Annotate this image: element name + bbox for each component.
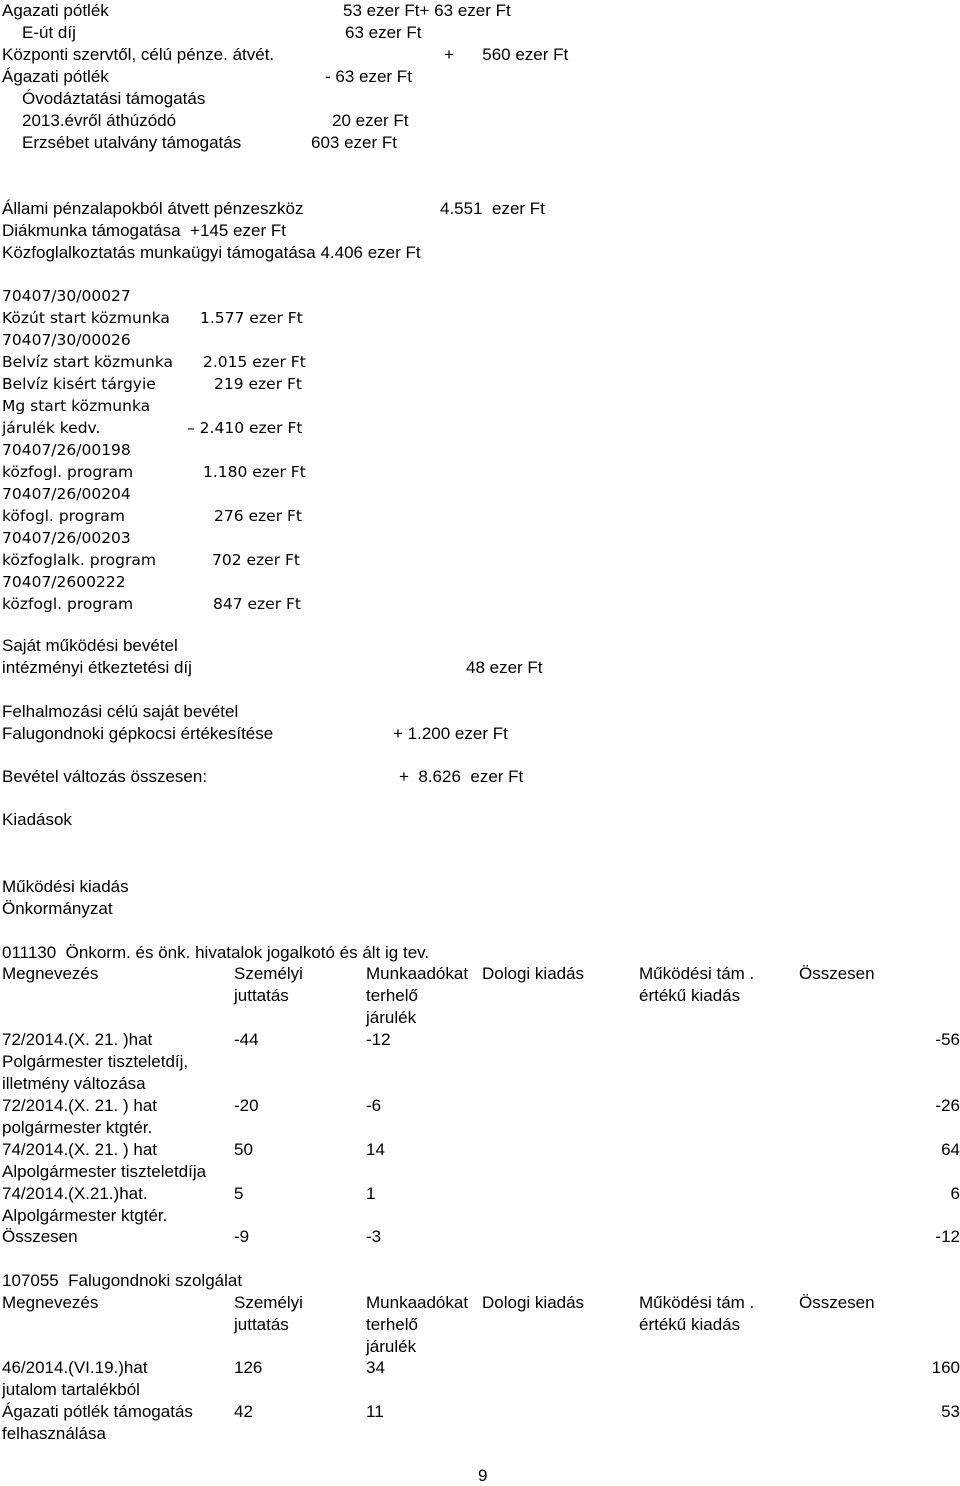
program-value: 1.577 ezer Ft xyxy=(200,309,303,327)
col-header-name: Megnevezés xyxy=(2,964,99,983)
table-2-heading: 107055 Falugondnoki szolgálat xyxy=(2,1271,243,1290)
row-total: 53 xyxy=(941,1402,960,1421)
top-value-3: + 560 ezer Ft xyxy=(444,45,569,64)
mukodesi-subtitle: Önkormányzat xyxy=(2,899,113,918)
row-total: -26 xyxy=(935,1096,960,1115)
sajat-title: Saját működési bevétel xyxy=(2,636,178,655)
sajat-label: intézményi étkeztetési díj xyxy=(2,658,192,677)
program-value: 847 ezer Ft xyxy=(213,595,302,613)
bevetel-total-value: + 8.626 ezer Ft xyxy=(399,767,524,786)
program-value: – 2.410 ezer Ft xyxy=(187,419,303,437)
row-name: 74/2014.(X. 21. ) hat xyxy=(2,1140,157,1159)
program-code: 70407/26/00198 xyxy=(2,441,131,459)
row-personal: 50 xyxy=(234,1140,253,1159)
row-personal: 126 xyxy=(234,1358,263,1377)
col-header-employer: Munkaadókat xyxy=(366,1293,469,1312)
program-value: 276 ezer Ft xyxy=(214,507,303,525)
col-header-support: Működési tám . xyxy=(639,1293,755,1312)
program-code: 70407/30/00026 xyxy=(2,331,131,349)
col-header-personal: juttatás xyxy=(234,986,289,1005)
row-name: Alpolgármester tiszteletdíja xyxy=(2,1162,207,1181)
row-employer: -3 xyxy=(366,1227,382,1246)
program-code: 70407/26/00204 xyxy=(2,485,131,503)
row-name: jutalom tartalékból xyxy=(2,1380,140,1399)
row-name: 72/2014.(X. 21. ) hat xyxy=(2,1096,157,1115)
row-total: -12 xyxy=(935,1227,960,1246)
top-label-4: Ágazati pótlék xyxy=(2,67,109,86)
row-name: polgármester ktgtér. xyxy=(2,1118,153,1137)
program-label: Belvíz start közmunka xyxy=(2,353,174,371)
kiadasok-heading: Kiadások xyxy=(2,810,72,829)
col-header-employer: terhelő xyxy=(366,986,418,1005)
row-total: -56 xyxy=(935,1030,960,1049)
row-personal: 5 xyxy=(234,1184,244,1203)
row-personal: 42 xyxy=(234,1402,253,1421)
row-total: 6 xyxy=(950,1184,960,1203)
program-label: köfogl. program xyxy=(2,507,126,525)
top-value-4: - 63 ezer Ft xyxy=(325,67,412,86)
row-employer: -12 xyxy=(366,1030,391,1049)
row-personal: -20 xyxy=(234,1096,259,1115)
felhalmozasi-value: + 1.200 ezer Ft xyxy=(393,724,508,743)
felhalmozasi-title: Felhalmozási célú saját bevétel xyxy=(2,702,239,721)
col-header-material: Dologi kiadás xyxy=(482,964,585,983)
row-personal: -9 xyxy=(234,1227,250,1246)
top-value-6: 20 ezer Ft xyxy=(332,111,409,130)
program-label: közfogl. program xyxy=(2,595,134,613)
table-1-heading: 011130 Önkorm. és önk. hivatalok jogalkotó és ált ig tev. xyxy=(2,943,430,962)
row-personal: -44 xyxy=(234,1030,259,1049)
top-label-2: E-út díj xyxy=(22,23,76,42)
top-label-6: 2013.évről áthúzódó xyxy=(22,111,177,130)
col-header-support: értékű kiadás xyxy=(639,1315,741,1334)
col-header-personal: juttatás xyxy=(234,1315,289,1334)
program-value: 1.180 ezer Ft xyxy=(203,463,306,481)
row-name: felhasználása xyxy=(2,1424,106,1443)
col-header-employer: Munkaadókat xyxy=(366,964,469,983)
program-label: közfogl. program xyxy=(2,463,134,481)
mukodesi-title: Működési kiadás xyxy=(2,877,129,896)
allami-title-value: 4.551 ezer Ft xyxy=(440,199,545,218)
diakmunka-line: Diákmunka támogatása +145 ezer Ft xyxy=(2,221,286,240)
col-header-employer: terhelő xyxy=(366,1315,418,1334)
program-code: 70407/2600222 xyxy=(2,573,126,591)
row-name: 72/2014.(X. 21. )hat xyxy=(2,1030,153,1049)
kozfoglalkoztatas-line: Közfoglalkoztatás munkaügyi támogatása 4.406 ezer Ft xyxy=(2,243,421,262)
page-number: 9 xyxy=(478,1466,488,1485)
col-header-support: Működési tám . xyxy=(639,964,755,983)
row-name: illetmény változása xyxy=(2,1074,146,1093)
program-value: 702 ezer Ft xyxy=(212,551,301,569)
row-name: Összesen xyxy=(2,1227,78,1246)
top-label-3: Központi szervtől, célú pénze. átvét. xyxy=(2,45,275,64)
row-name: 74/2014.(X.21.)hat. xyxy=(2,1184,148,1203)
sajat-value: 48 ezer Ft xyxy=(466,658,543,677)
program-code: 70407/30/00027 xyxy=(2,287,131,305)
col-header-total: Összesen xyxy=(799,964,875,983)
top-value-2: 63 ezer Ft xyxy=(345,23,422,42)
col-header-employer: járulék xyxy=(366,1337,417,1356)
col-header-material: Dologi kiadás xyxy=(482,1293,585,1312)
row-name: Polgármester tiszteletdíj, xyxy=(2,1052,189,1071)
col-header-personal: Személyi xyxy=(234,964,303,983)
program-code: Mg start közmunka xyxy=(2,397,151,415)
program-value: 219 ezer Ft xyxy=(214,375,303,393)
row-employer: 1 xyxy=(366,1184,376,1203)
top-label-1: Agazati pótlék xyxy=(2,1,109,20)
top-label-7: Erzsébet utalvány támogatás xyxy=(22,133,242,152)
row-name: Ágazati pótlék támogatás xyxy=(2,1402,193,1421)
allami-title: Állami pénzalapokból átvett pénzeszköz xyxy=(2,199,304,218)
program-label: járulék kedv. xyxy=(2,419,101,437)
program-label: Közút start közmunka xyxy=(2,309,170,327)
row-name: Alpolgármester ktgtér. xyxy=(2,1206,168,1225)
row-total: 64 xyxy=(941,1140,960,1159)
col-header-personal: Személyi xyxy=(234,1293,303,1312)
col-header-support: értékű kiadás xyxy=(639,986,741,1005)
program-label: Belvíz kisért tárgyie xyxy=(2,375,156,393)
row-total: 160 xyxy=(931,1358,960,1377)
felhalmozasi-label: Falugondnoki gépkocsi értékesítése xyxy=(2,724,274,743)
col-header-total: Összesen xyxy=(799,1293,875,1312)
bevetel-total-label: Bevétel változás összesen: xyxy=(2,767,208,786)
top-label-5: Óvodáztatási támogatás xyxy=(22,89,206,108)
program-code: 70407/26/00203 xyxy=(2,529,131,547)
top-value-7: 603 ezer Ft xyxy=(311,133,397,152)
program-label: közfoglalk. program xyxy=(2,551,156,569)
row-employer: -6 xyxy=(366,1096,382,1115)
row-employer: 14 xyxy=(366,1140,385,1159)
row-employer: 11 xyxy=(366,1402,384,1421)
row-name: 46/2014.(VI.19.)hat xyxy=(2,1358,148,1377)
col-header-employer: járulék xyxy=(366,1008,417,1027)
program-value: 2.015 ezer Ft xyxy=(203,353,306,371)
top-value-1: 53 ezer Ft+ 63 ezer Ft xyxy=(343,1,511,20)
row-employer: 34 xyxy=(366,1358,385,1377)
col-header-name: Megnevezés xyxy=(2,1293,99,1312)
